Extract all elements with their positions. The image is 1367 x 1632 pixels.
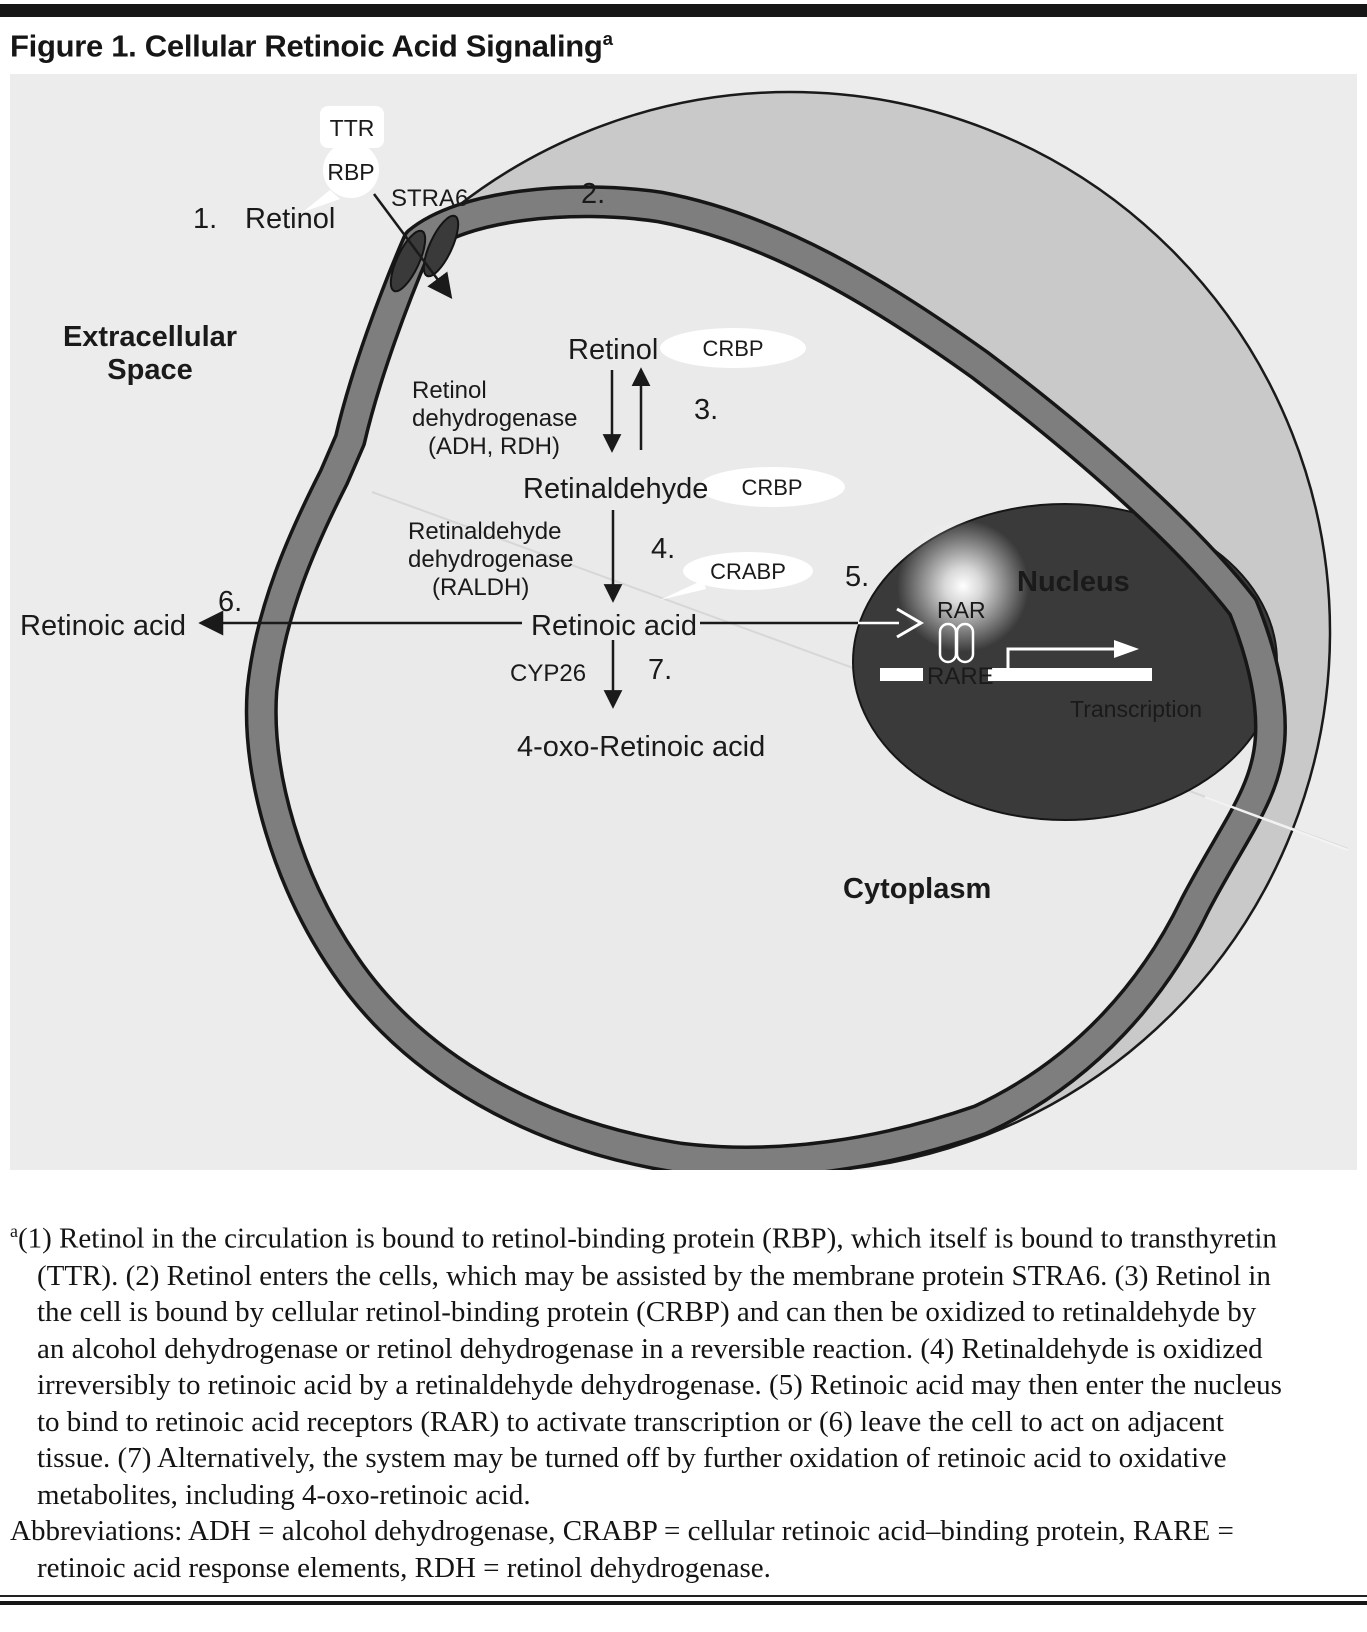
- step-4-label: 4.: [651, 533, 676, 566]
- nucleus-glow: [897, 520, 1029, 652]
- step-3-label: 3.: [694, 394, 719, 427]
- figure-title: [10, 28, 1367, 64]
- retinaldehyde-dehydrogenase-label: Retinaldehyde: [408, 518, 562, 546]
- footnote-marker: a: [10, 1221, 18, 1242]
- retinaldehyde-dehydrogenase-label: (RALDH): [432, 574, 530, 602]
- figure-footnote: [10, 1220, 1290, 1586]
- transcription-label: Transcription: [1070, 696, 1203, 723]
- ttr-label: TTR: [329, 115, 375, 142]
- retinol-extracellular-label: Retinol: [245, 203, 336, 236]
- retinaldehyde-dehydrogenase-label: dehydrogenase: [408, 546, 574, 574]
- rar-label: RAR: [937, 597, 986, 624]
- cyp26-label: CYP26: [510, 660, 587, 688]
- retinol-intracellular-label: Retinol: [568, 334, 659, 367]
- extracellular-space-label: Space: [107, 354, 193, 387]
- footnote-text: (1) Retinol in the circulation is bound to retinol-binding protein (RBP), which itself is bound to transthyretin (TTR). (2) Retinol enters the cells, which may be assisted by the membrane protein STRA6. (3) Retinol in the cell is bound by cellular retinol-binding protein (CRBP) and can then be oxidized to retinaldehyde by an alcohol dehydrogenase or retinol dehydrogenase in a reversible reaction. (4) Retinaldehyde is oxidized irreversibly to retinoic acid by a retinaldehyde dehydrogenase. (5) Retinoic acid may then enter the nucleus to bind to retinoic acid receptors (RAR) to activate transcription or (6) leave the cell to act on adjacent tissue. (7) Alternatively, the system may be turned off by further oxidation of retinoic acid to oxidative metabolites, including 4-oxo-retinoic acid.: [17, 1222, 1282, 1511]
- footnote-paragraph: [10, 1220, 1290, 1513]
- oxo-retinoic-acid-label: 4-oxo-Retinoic acid: [517, 731, 766, 764]
- bottom-rule: [0, 1595, 1367, 1605]
- step-2-label: 2.: [581, 178, 606, 211]
- extracellular-space-label: Extracellular: [62, 321, 238, 354]
- figure-title-text: Figure 1. Cellular Retinoic Acid Signaling: [10, 28, 603, 64]
- top-rule: [0, 4, 1367, 17]
- nucleus-label: Nucleus: [1017, 566, 1130, 599]
- crbp-1-label: CRBP: [702, 336, 764, 362]
- rbp-label: RBP: [327, 159, 375, 186]
- retinoic-acid-extracellular-label: Retinoic acid: [20, 610, 187, 643]
- rare-label: RARE: [927, 663, 994, 691]
- cytoplasm-label: Cytoplasm: [843, 873, 992, 906]
- abbreviations-paragraph: Abbreviations: ADH = alcohol dehydrogenase, CRABP = cellular retinoic acid–binding protein, RARE = retinoic acid response elements, RDH = retinol dehydrogenase.: [10, 1515, 1234, 1584]
- retinol-dehydrogenase-label: (ADH, RDH): [428, 433, 560, 461]
- step-6-label: 6.: [218, 586, 243, 619]
- retinaldehyde-label: Retinaldehyde: [523, 473, 709, 506]
- step-1-label: 1.: [193, 203, 218, 236]
- crbp-2-label: CRBP: [741, 475, 803, 501]
- crabp-label: CRABP: [710, 559, 786, 585]
- cell-signaling-diagram: [10, 74, 1357, 1170]
- step-5-label: 5.: [845, 561, 870, 594]
- step-7-label: 7.: [648, 654, 673, 687]
- dna-bar-right: [988, 668, 1152, 681]
- retinol-dehydrogenase-label: dehydrogenase: [412, 405, 578, 433]
- figure-title-superscript: a: [602, 28, 613, 49]
- retinol-dehydrogenase-label: Retinol: [412, 377, 487, 405]
- dna-bar-left: [880, 668, 923, 681]
- retinoic-acid-intracellular-label: Retinoic acid: [531, 610, 698, 643]
- stra6-label: STRA6: [391, 185, 469, 213]
